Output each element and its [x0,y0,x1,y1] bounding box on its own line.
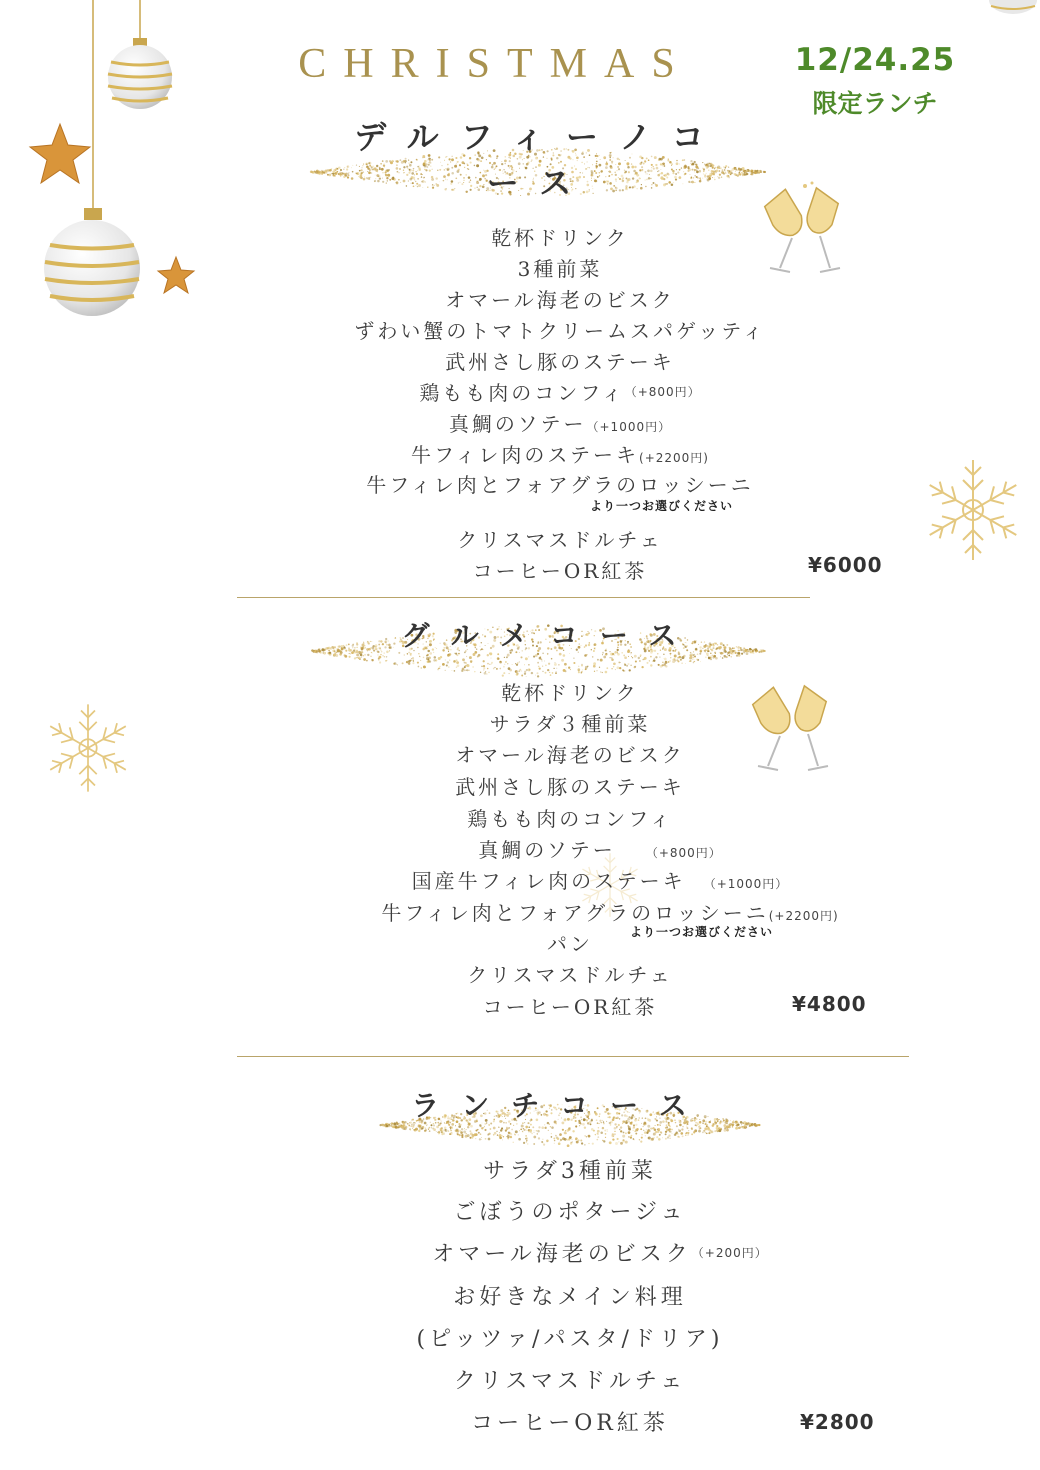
menu-item-name: 牛フィレ肉とフォアグラのロッシーニ [381,901,769,925]
main-course-options: (ピッツァ/パスタ/ドリア) [416,1327,724,1352]
menu-item-name: 鶏もも肉のコンフィ [419,381,625,405]
event-subtitle: 限定ランチ [812,89,938,118]
menu-choice-item [290,1237,910,1268]
course-title-gourmet: グルメコース [401,619,699,652]
surcharge: (+2200円) [768,909,839,923]
dessert-item: クリスマスドルチェ [453,1369,687,1394]
menu-item: 乾杯ドリンク [501,681,639,705]
menu-choice-item [250,469,870,498]
menu-item-name: 国産牛フィレ肉のステーキ [411,869,686,893]
menu-item: 3種前菜 [517,257,603,281]
course-price: ¥4800 [792,992,867,1016]
menu-item-name: 牛フィレ肉のステーキ [411,443,640,467]
menu-choice-item [250,377,870,406]
course-price: ¥6000 [808,553,883,577]
drink-item: コーヒーOR紅茶 [472,559,648,583]
snowflake-icon [918,455,1028,565]
menu-item: ずわい蟹のトマトクリームスパゲッティ [354,319,766,343]
surcharge: （+800円） [624,385,701,399]
dessert-item: クリスマスドルチェ [457,528,663,552]
surcharge: (+2200円) [639,451,709,465]
star-icon [158,257,194,293]
menu-item: サラダ３種前菜 [489,712,651,736]
menu-item-name: 真鯛のソテー [478,838,616,862]
menu-choice-item [250,439,870,468]
page-title: CHRISTMAS [298,41,692,87]
dessert-item: クリスマスドルチェ [467,963,673,987]
menu-item: 武州さし豚のステーキ [455,775,685,799]
menu-item: サラダ3種前菜 [483,1159,657,1184]
menu-choice-item [250,408,870,437]
event-date: 12/24.25 [794,42,956,78]
menu-item: オマール海老のビスク [455,743,685,767]
menu-item-name: 牛フィレ肉とフォアグラのロッシーニ [366,473,754,497]
snowflake-icon [40,700,136,796]
choice-note: より一つお選びください [630,925,774,939]
menu-item: 武州さし豚のステーキ [445,350,675,374]
bread-item: パン [547,932,593,956]
menu-item: 乾杯ドリンク [491,226,629,250]
surcharge: （+200円） [691,1246,768,1260]
course-title-delfino: デルフィーノコース [354,118,726,202]
menu-item-name: オマール海老のビスク [432,1242,692,1267]
surcharge: （+800円） [645,846,722,860]
menu-item: 鶏もも肉のコンフィ [467,807,673,831]
surcharge: （+1000円） [703,877,789,891]
main-course-item: お好きなメイン料理 [453,1285,687,1310]
menu-item: ごぼうのポタージュ [453,1200,687,1225]
menu-choice-item [300,897,920,926]
divider [237,1056,909,1057]
drink-item: コーヒーOR紅茶 [471,1411,669,1436]
surcharge: （+1000円） [586,420,672,434]
course-price: ¥2800 [800,1410,875,1434]
menu-item: オマール海老のビスク [445,288,675,312]
menu-item-name: 真鯛のソテー [448,412,587,436]
menu-choice-item [290,865,910,894]
drink-item: コーヒーOR紅茶 [482,995,658,1019]
course-title-lunch: ランチコース [411,1089,709,1122]
choice-note: より一つお選びください [590,499,734,513]
menu-choice-item [290,834,910,863]
divider [237,597,810,598]
ornament-top-right-icon [985,0,1040,20]
star-icon [30,124,90,183]
